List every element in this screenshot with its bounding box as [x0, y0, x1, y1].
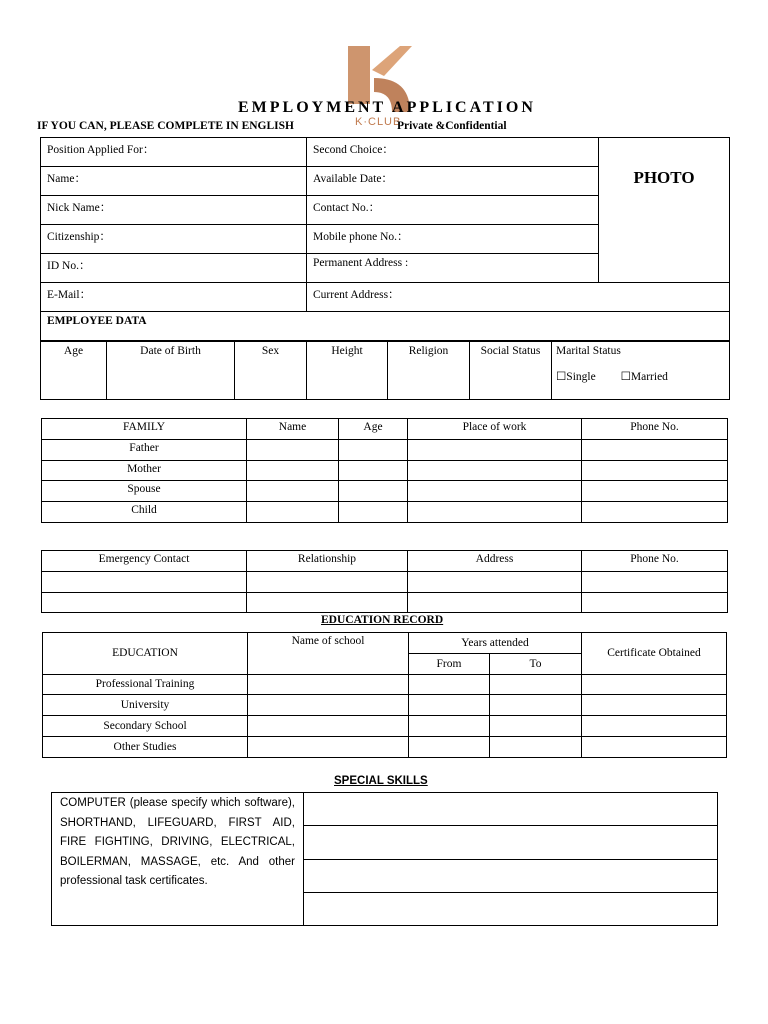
child-label: Child — [42, 502, 247, 523]
available-date-field[interactable]: Available Date： — [307, 167, 599, 196]
relationship-header: Relationship — [247, 551, 408, 572]
second-choice-field[interactable]: Second Choice： — [307, 138, 599, 167]
to-cell[interactable] — [490, 716, 582, 737]
emergency-phone-header: Phone No. — [582, 551, 728, 572]
spouse-phone-cell[interactable] — [582, 481, 728, 502]
table-row — [42, 481, 728, 502]
mother-phone-cell[interactable] — [582, 460, 728, 481]
spouse-work-cell[interactable] — [408, 481, 582, 502]
table-row — [43, 736, 727, 757]
from-cell[interactable] — [409, 736, 490, 757]
instruction-text: IF YOU CAN, PLEASE COMPLETE IN ENGLISH — [37, 120, 294, 132]
married-checkbox[interactable]: ☐Married — [620, 371, 668, 383]
photo-box[interactable] — [599, 138, 730, 283]
emergency-contact-table — [41, 550, 728, 613]
table-row — [43, 695, 727, 716]
address-cell[interactable] — [408, 571, 582, 592]
professional-training-label: Professional Training — [43, 674, 248, 695]
spouse-age-cell[interactable] — [339, 481, 408, 502]
mother-age-cell[interactable] — [339, 460, 408, 481]
school-cell[interactable] — [248, 695, 409, 716]
age-column[interactable]: Age — [41, 342, 107, 400]
sex-column[interactable]: Sex — [235, 342, 307, 400]
father-work-cell[interactable] — [408, 439, 582, 460]
from-cell[interactable] — [409, 716, 490, 737]
child-work-cell[interactable] — [408, 502, 582, 523]
spouse-label: Spouse — [42, 481, 247, 502]
marital-status-cell — [552, 342, 730, 400]
education-record-heading: EDUCATION RECORD — [321, 614, 444, 626]
child-age-cell[interactable] — [339, 502, 408, 523]
table-row — [42, 571, 728, 592]
emergency-phone-cell[interactable] — [582, 571, 728, 592]
mother-work-cell[interactable] — [408, 460, 582, 481]
id-no-field[interactable]: ID No.： — [41, 254, 307, 283]
permanent-address-field[interactable]: Permanent Address : — [307, 254, 599, 283]
position-applied-field[interactable]: Position Applied For： — [41, 138, 307, 167]
mother-label: Mother — [42, 460, 247, 481]
family-header: FAMILY — [42, 419, 247, 440]
father-phone-cell[interactable] — [582, 439, 728, 460]
emergency-phone-cell[interactable] — [582, 592, 728, 613]
school-cell[interactable] — [248, 716, 409, 737]
spouse-name-cell[interactable] — [247, 481, 339, 502]
skills-description: COMPUTER (please specify which software), SHORTHAND, LIFEGUARD, FIRST AID, FIRE FIGHTING, DRIVING, ELECTRICAL, BOILERMAN, MASSAGE, etc. And other professional task certificates. — [52, 793, 304, 926]
page-title: EMPLOYMENT APPLICATION — [238, 99, 536, 116]
relationship-cell[interactable] — [247, 571, 408, 592]
certificate-cell[interactable] — [582, 695, 727, 716]
employee-data-table — [40, 341, 730, 400]
name-field[interactable]: Name： — [41, 167, 307, 196]
address-header: Address — [408, 551, 582, 572]
table-row — [43, 716, 727, 737]
school-name-header: Name of school — [248, 633, 409, 675]
skills-entry-line[interactable] — [304, 793, 718, 826]
skills-entry-line[interactable] — [304, 826, 718, 859]
current-address-field[interactable]: Current Address： — [307, 283, 730, 312]
university-label: University — [43, 695, 248, 716]
to-header: To — [490, 653, 582, 674]
table-row — [42, 502, 728, 523]
address-cell[interactable] — [408, 592, 582, 613]
height-column[interactable]: Height — [307, 342, 388, 400]
to-cell[interactable] — [490, 695, 582, 716]
secondary-school-label: Secondary School — [43, 716, 248, 737]
from-cell[interactable] — [409, 695, 490, 716]
single-checkbox[interactable]: ☐Single — [556, 371, 596, 383]
table-row — [42, 592, 728, 613]
family-work-header: Place of work — [408, 419, 582, 440]
emergency-contact-cell[interactable] — [42, 592, 247, 613]
certificate-cell[interactable] — [582, 716, 727, 737]
certificate-cell[interactable] — [582, 674, 727, 695]
emergency-contact-cell[interactable] — [42, 571, 247, 592]
father-age-cell[interactable] — [339, 439, 408, 460]
skills-entry-line[interactable] — [304, 859, 718, 892]
personal-info-table — [40, 137, 730, 341]
special-skills-table — [51, 792, 718, 926]
social-status-column[interactable]: Social Status — [470, 342, 552, 400]
contact-no-field[interactable]: Contact No.： — [307, 196, 599, 225]
to-cell[interactable] — [490, 674, 582, 695]
nick-name-field[interactable]: Nick Name： — [41, 196, 307, 225]
logo-text: K·CLUB — [355, 116, 402, 128]
child-name-cell[interactable] — [247, 502, 339, 523]
child-phone-cell[interactable] — [582, 502, 728, 523]
certificate-cell[interactable] — [582, 736, 727, 757]
mother-name-cell[interactable] — [247, 460, 339, 481]
date-of-birth-column[interactable]: Date of Birth — [107, 342, 235, 400]
confidential-label: Private &Confidential — [397, 120, 507, 132]
from-cell[interactable] — [409, 674, 490, 695]
father-label: Father — [42, 439, 247, 460]
school-cell[interactable] — [248, 674, 409, 695]
citizenship-field[interactable]: Citizenship： — [41, 225, 307, 254]
school-cell[interactable] — [248, 736, 409, 757]
education-header: EDUCATION — [43, 633, 248, 675]
emergency-contact-header: Emergency Contact — [42, 551, 247, 572]
father-name-cell[interactable] — [247, 439, 339, 460]
email-field[interactable]: E-Mail： — [41, 283, 307, 312]
years-attended-header: Years attended — [409, 633, 582, 654]
to-cell[interactable] — [490, 736, 582, 757]
from-header: From — [409, 653, 490, 674]
other-studies-label: Other Studies — [43, 736, 248, 757]
table-row — [43, 674, 727, 695]
mobile-phone-field[interactable]: Mobile phone No.： — [307, 225, 599, 254]
relationship-cell[interactable] — [247, 592, 408, 613]
family-name-header: Name — [247, 419, 339, 440]
religion-column[interactable]: Religion — [388, 342, 470, 400]
marital-status-label: Marital Status — [556, 345, 621, 357]
family-age-header: Age — [339, 419, 408, 440]
family-table — [41, 418, 728, 523]
certificate-header: Certificate Obtained — [582, 633, 727, 675]
special-skills-heading: SPECIAL SKILLS — [334, 775, 428, 787]
employee-data-heading: EMPLOYEE DATA — [41, 312, 730, 341]
education-table — [42, 632, 727, 758]
family-phone-header: Phone No. — [582, 419, 728, 440]
table-row — [42, 439, 728, 460]
table-row — [42, 460, 728, 481]
photo-label: PHOTO — [633, 168, 695, 187]
skills-entry-line[interactable] — [304, 892, 718, 925]
